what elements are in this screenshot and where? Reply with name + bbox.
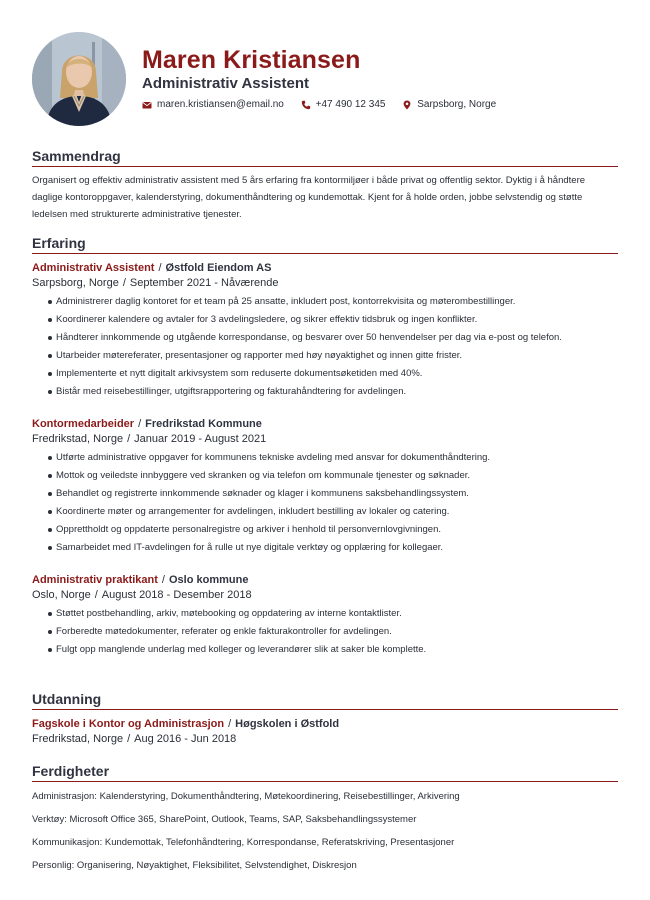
avatar: [32, 32, 126, 126]
contact-email[interactable]: [142, 98, 284, 112]
job-header: [32, 573, 618, 588]
skill-line: Kommunikasjon: Kundemottak, Telefonhåndtering, Korrespondanse, Referatskriving, Presentasjoner: [32, 837, 455, 848]
job-period: September 2021 - Nåværende: [129, 277, 279, 289]
job-role: Administrativ praktikant: [32, 574, 158, 586]
list-item: Koordinerer kalendere og avtaler for 3 avdelingsledere, og sikrer effektiv tidsbruk og ingen konflikter.: [48, 311, 618, 329]
job-meta: [32, 276, 618, 291]
list-item: Forberedte møtedokumenter, referater og enkle fakturakontroller for avdelingen.: [48, 623, 618, 641]
skills-heading: Ferdigheter: [32, 763, 618, 782]
job-location: Sarpsborg, Norge: [32, 277, 119, 289]
job-entry: [32, 573, 618, 659]
list-item: Støttet postbehandling, arkiv, møtebooking og oppdatering av interne kontaktlister.: [48, 605, 618, 623]
job-bullets: [32, 293, 618, 401]
job-entry: [32, 417, 618, 557]
job-location: Fredrikstad, Norge: [32, 433, 124, 445]
phone-text: +47 490 12 345: [315, 99, 386, 110]
job-bullets: [32, 605, 618, 659]
summary-section: [32, 148, 618, 223]
list-item: Utarbeider møtereferater, presentasjoner og rapporter med høy nøyaktighet og innen gitte frister.: [48, 347, 618, 365]
contact-phone[interactable]: [301, 98, 386, 112]
skill-line: Administrasjon: Kalenderstyring, Dokumenthåndtering, Møtekoordinering, Reisebestillinger, Arkivering: [32, 791, 460, 802]
experience-heading: Erfaring: [32, 235, 618, 254]
list-item: Koordinerte møter og arrangementer for avdelingen, inkludert bestilling av lokaler og catering.: [48, 503, 618, 521]
contact-location: [402, 98, 496, 112]
separator: /: [127, 433, 131, 445]
education-meta: [32, 732, 618, 747]
job-org: Fredrikstad Kommune: [145, 418, 262, 430]
job-org: Oslo kommune: [168, 574, 249, 586]
job-period: August 2018 - Desember 2018: [101, 589, 252, 601]
resume-header: [32, 32, 618, 128]
job-meta: [32, 588, 618, 603]
separator: /: [138, 418, 142, 430]
education-header: [32, 717, 618, 732]
list-item: Samarbeidet med IT-avdelingen for å rulle ut nye digitale verktøy og opplæring for kollegaer.: [48, 539, 618, 557]
job-location: Oslo, Norge: [32, 589, 91, 601]
separator: /: [161, 574, 165, 586]
skills-section: [32, 763, 618, 873]
separator: /: [127, 733, 131, 745]
job-header: [32, 261, 618, 276]
education-heading: Utdanning: [32, 691, 618, 710]
list-item: Mottok og veiledste innbyggere ved skranken og via telefon om kommunale tjenester og søknader.: [48, 467, 618, 485]
profile-photo: [32, 32, 126, 126]
job-role: Kontormedarbeider: [32, 418, 135, 430]
list-item: Behandlet og registrerte innkommende søknader og klager i kommunens saksbehandlingssystem.: [48, 485, 618, 503]
candidate-title: Administrativ Assistent: [142, 75, 309, 92]
experience-section: [32, 235, 618, 659]
separator: /: [228, 718, 232, 730]
list-item: Bistår med reisebestillinger, utgiftsrapportering og fakturahåndtering for avdelingen.: [48, 383, 618, 401]
job-role: Administrativ Assistent: [32, 262, 155, 274]
job-period: Januar 2019 - August 2021: [134, 433, 267, 445]
education-degree: Fagskole i Kontor og Administrasjon: [32, 718, 225, 730]
skill-line: Verktøy: Microsoft Office 365, SharePoint, Outlook, Teams, SAP, Saksbehandlingssystemer: [32, 814, 417, 825]
separator: /: [122, 277, 126, 289]
education-school: Høgskolen i Østfold: [235, 718, 340, 730]
summary-heading: Sammendrag: [32, 148, 618, 167]
list-item: Administrerer daglig kontoret for et team på 25 ansatte, inkludert post, kontorrekvisita og møterombestillinger.: [48, 293, 618, 311]
location-text: Sarpsborg, Norge: [417, 99, 497, 110]
map-pin-icon: [402, 100, 412, 110]
mail-icon: [142, 100, 152, 110]
separator: /: [94, 589, 98, 601]
list-item: Implementerte et nytt digitalt arkivsystem som reduserte dokumentsøketiden med 40%.: [48, 365, 618, 383]
email-text: maren.kristiansen@email.no: [157, 99, 284, 110]
list-item: Utførte administrative oppgaver for kommunens tekniske avdeling med ansvar for dokumenthåndtering.: [48, 449, 618, 467]
job-bullets: [32, 449, 618, 557]
separator: /: [158, 262, 162, 274]
job-entry: [32, 261, 618, 401]
list-item: Fulgt opp manglende underlag med kolleger og leverandører slik at saker ble komplette.: [48, 641, 618, 659]
job-meta: [32, 432, 618, 447]
summary-text: Organisert og effektiv administrativ assistent med 5 års erfaring fra kontormiljøer i både privat og offentlig sektor. Dyktig i å håndtere daglige kontoroppgaver, kalenderstyring, dokumenthåndtering og kundemottak. Kjent for å holde orden, jobbe selvstendig og støtte ledelsen med strukturerte administrative tjenester.: [32, 175, 586, 220]
skill-line: Personlig: Organisering, Nøyaktighet, Fleksibilitet, Selvstendighet, Diskresjon: [32, 860, 357, 871]
education-period: Aug 2016 - Jun 2018: [134, 733, 237, 745]
candidate-name: Maren Kristiansen: [142, 46, 361, 74]
list-item: Håndterer innkommende og utgående korrespondanse, og besvarer over 50 henvendelser per dag via e-post og telefon.: [48, 329, 618, 347]
list-item: Opprettholdt og oppdaterte personalregistre og arkiver i henhold til personvernlovgivningen.: [48, 521, 618, 539]
job-header: [32, 417, 618, 432]
contact-row: [142, 98, 510, 115]
job-org: Østfold Eiendom AS: [165, 262, 272, 274]
education-entry: [32, 717, 618, 747]
education-section: [32, 691, 618, 747]
education-location: Fredrikstad, Norge: [32, 733, 124, 745]
phone-icon: [301, 100, 311, 110]
